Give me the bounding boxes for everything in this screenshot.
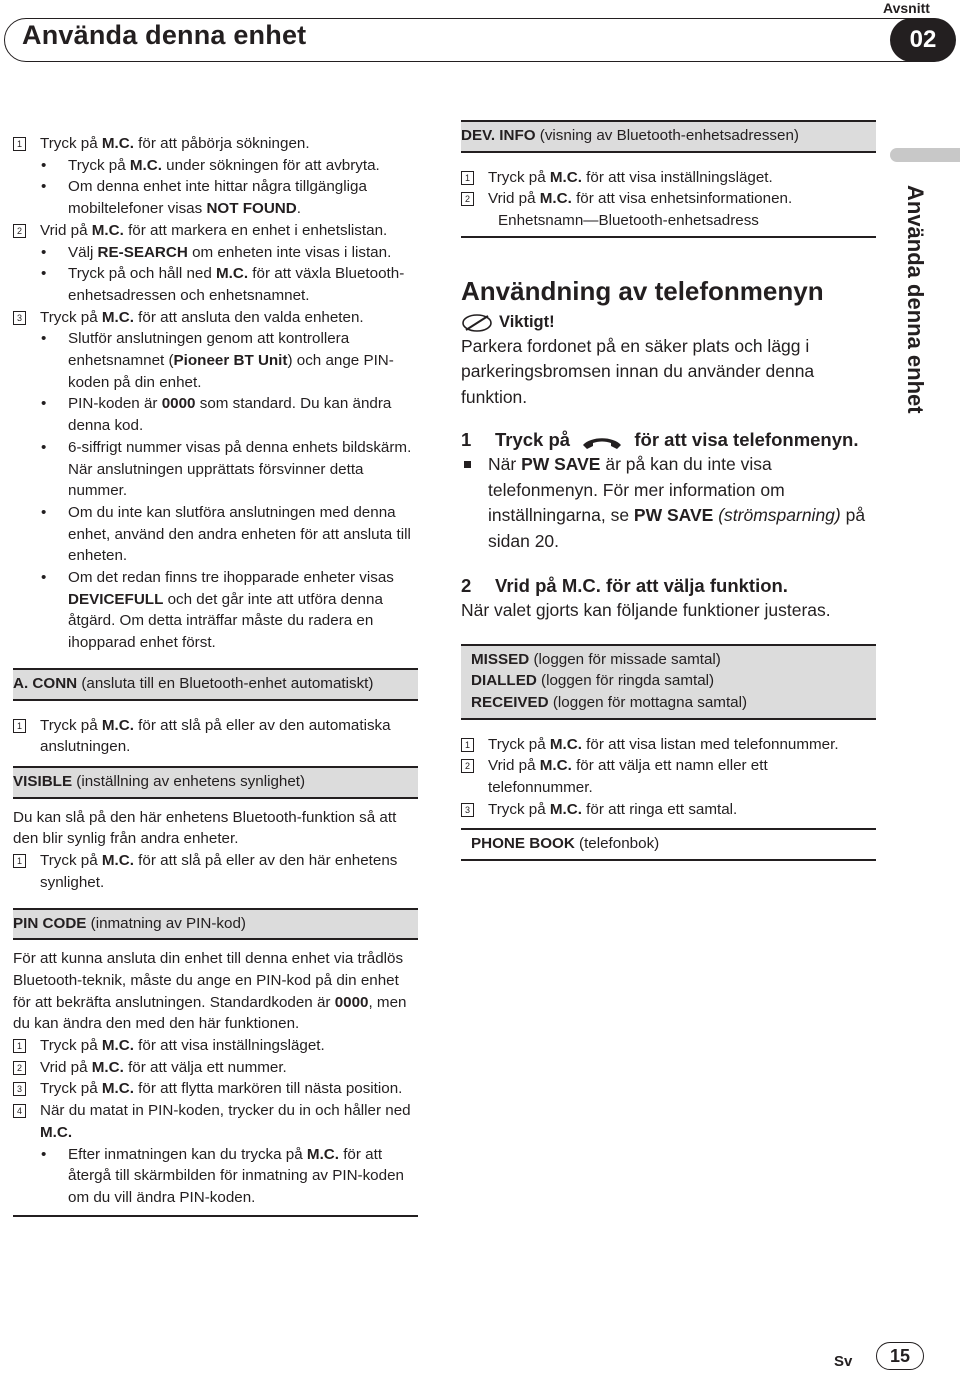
bold-text: PW SAVE (633, 505, 714, 526)
bullet-item: • Om du inte kan slutföra anslutningen med denna enhet, använd den andra enheten för att ansluta till enheten. (13, 502, 418, 567)
text: som standard. Du kan ändra denna kod. (68, 395, 392, 435)
bold-text: M.C. (306, 1145, 339, 1163)
step-number: 3 (13, 311, 26, 325)
paragraph: När valet gjorts kan följande funktioner justeras. (461, 600, 831, 621)
bold-text: PHONE BOOK (471, 835, 575, 853)
text: för att slå på eller av den automatiska anslutningen. (40, 716, 391, 756)
bullet-item (13, 328, 418, 393)
step-item (461, 799, 876, 821)
language-code: Sv (834, 1353, 853, 1370)
text: Tryck på (40, 1080, 102, 1098)
section-title: Användning av telefonmenyn (461, 275, 824, 306)
page-title: Använda denna enhet (22, 20, 307, 50)
text: för att flytta markören till nästa position. (133, 1080, 403, 1098)
bold-text: A. CONN (13, 674, 78, 692)
text: för att visa enhetsinformationen. (571, 190, 793, 208)
text: för att välja ett nummer. (123, 1058, 287, 1076)
bullet-item (13, 155, 418, 177)
text: (visning av Bluetooth-enhetsadressen) (535, 127, 799, 144)
step-item (13, 715, 418, 758)
step-item (461, 167, 876, 189)
bold-text: RECEIVED (471, 693, 549, 711)
header-line (471, 649, 876, 671)
bold-text: DIALLED (471, 672, 537, 690)
step-number: 2 (461, 575, 472, 597)
bold-text: DEV. INFO (461, 127, 536, 144)
section-header-logs (461, 644, 876, 720)
important-label: Viktigt! (499, 312, 555, 331)
bullet-item (13, 263, 418, 306)
text: för att visa inställningsläget. (133, 1037, 325, 1055)
text: Vrid på (488, 757, 540, 775)
section-header-visible (13, 766, 418, 799)
text: Om det redan finns tre ihopparade enheter visas (68, 569, 394, 587)
important-callout (461, 312, 876, 334)
important-text: Parkera fordonet på en säker plats och lägg i parkeringsbromsen innan du använder denna funktion. (461, 335, 815, 407)
step-number: 1 (13, 719, 26, 733)
text: för att ansluta den valda enheten. (133, 308, 364, 326)
bold-text: M.C. (539, 757, 572, 775)
text: När (488, 454, 522, 475)
right-column (461, 120, 876, 861)
step-item (461, 188, 876, 210)
step-number: 1 (13, 1039, 26, 1053)
bold-text: PW SAVE (521, 454, 601, 475)
divider (13, 1215, 418, 1217)
text: Tryck på (488, 735, 550, 753)
step-item (461, 734, 876, 756)
text: för att återgå till skärmbilden för inmatning av PIN-koden om du vill ändra PIN-koden. (68, 1145, 404, 1206)
text: Välj (68, 243, 98, 261)
text: (loggen för missade samtal) (529, 650, 721, 668)
step-number: 1 (13, 137, 26, 151)
text: för att växla Bluetooth-enhetsadressen och enhetsnamnet. (68, 265, 405, 304)
important-icon (461, 313, 493, 333)
text: Vrid på (488, 190, 540, 208)
step-item (13, 1057, 418, 1079)
section-number-badge: 02 (890, 18, 956, 62)
step-item (13, 220, 418, 242)
text: för att visa inställningsläget. (581, 168, 773, 186)
step-number: 4 (13, 1104, 26, 1118)
text: Efter inmatningen kan du trycka på (68, 1145, 307, 1163)
bold-text: M.C. (101, 308, 134, 326)
bold-text: M.C. (539, 190, 572, 208)
indented-text: Enhetsnamn—Bluetooth-enhetsadress (498, 212, 759, 230)
step-number: 3 (461, 803, 474, 817)
bullet-item (13, 393, 418, 436)
bold-text: 0000 (161, 395, 196, 413)
text: (inställning av enhetens synlighet) (72, 772, 306, 790)
text: (ansluta till en Bluetooth-enhet automatiskt) (77, 674, 374, 692)
text: för att visa listan med telefonnummer. (581, 735, 839, 753)
text: på sidan 20. (488, 505, 866, 551)
text: För att kunna ansluta din enhet till denna enhet via trådlös Bluetooth-teknik, måste du ange en PIN-kod på din enhet för att bekräfta anslutningen. Standardkoden är (13, 950, 404, 1011)
bold-text: M.C. (549, 168, 582, 186)
text: När du matat in PIN-koden, trycker du in och håller ned (40, 1102, 411, 1120)
bold-text: M.C. (549, 800, 582, 818)
text: för att visa telefonmenyn. (629, 429, 859, 451)
bold-text: 0000 (334, 993, 369, 1011)
step-number: 2 (461, 192, 474, 206)
step-item (13, 850, 418, 893)
text: Vrid på (40, 1058, 92, 1076)
step-item (461, 755, 876, 798)
text: Vrid på M.C. för att välja funktion. (495, 575, 788, 597)
bold-text: RE-SEARCH (97, 243, 188, 261)
side-tab-title: Använda denna enhet (903, 185, 928, 414)
text: om enheten inte visas i listan. (187, 243, 392, 261)
text: Tryck på (488, 800, 550, 818)
section-label: Avsnitt (883, 0, 930, 16)
text: . (296, 200, 301, 218)
text: Tryck på (40, 135, 102, 152)
bold-text: M.C. (216, 265, 249, 283)
header-line (471, 692, 876, 714)
phone-icon (579, 433, 625, 449)
bold-text: PIN CODE (13, 914, 87, 932)
section-header-aconn (13, 668, 418, 701)
bold-text: VISIBLE (13, 772, 73, 790)
text: och det går inte att utföra denna åtgärd. Om detta inträffar måste du radera en ihopparad enhet först. (68, 590, 383, 652)
header-line (471, 670, 876, 692)
bold-text: M.C. (91, 1058, 124, 1076)
text: Tryck på (488, 168, 550, 186)
text: Tryck på (68, 156, 130, 174)
text: (inmatning av PIN-kod) (86, 914, 246, 932)
bold-text: NOT FOUND (206, 200, 297, 218)
bold-text: Pioneer BT Unit (173, 352, 288, 370)
side-tab-marker (890, 148, 960, 162)
step-number: 1 (461, 738, 474, 752)
paragraph: Du kan slå på den här enhetens Bluetooth-funktion så att den blir synlig från andra enheter. (13, 808, 397, 848)
text: Tryck på (40, 716, 102, 734)
step-number: 1 (13, 854, 26, 868)
step-heading (461, 574, 876, 598)
bold-text: M.C. (101, 135, 134, 152)
bullet-item: • 6-siffrigt nummer visas på denna enhets bildskärm. När anslutningen upprättats försvinner detta nummer. (13, 437, 418, 502)
bold-text: M.C. (101, 852, 134, 870)
bold-text: M.C. (101, 716, 134, 734)
step-number: 1 (461, 429, 472, 451)
step-number: 2 (13, 1061, 26, 1075)
text: PIN-koden är (68, 395, 162, 413)
step-heading (461, 428, 876, 452)
text: Slutför anslutningen genom att kontrollera enhetsnamnet ( (68, 330, 350, 370)
text: (loggen för mottagna samtal) (548, 693, 748, 711)
bold-text: M.C. (129, 156, 162, 174)
note-item (461, 452, 876, 554)
step-item (13, 1035, 418, 1057)
step-item (13, 1100, 418, 1143)
bold-text: DEVICEFULL (68, 590, 164, 608)
step-item (13, 133, 418, 155)
section-header-phonebook (461, 828, 876, 861)
paragraph (13, 948, 418, 1035)
text: (telefonbok) (574, 835, 660, 853)
text: för att slå på eller av den här enhetens synlighet. (40, 852, 398, 891)
text: Vrid på (40, 221, 92, 239)
text: för att ringa ett samtal. (581, 800, 738, 818)
step-number: 2 (13, 224, 26, 238)
step-item (13, 307, 418, 329)
text: Tryck på (495, 429, 576, 451)
step-number: 1 (461, 171, 474, 185)
bullet-item (13, 1144, 418, 1209)
bold-text: M.C. (40, 1123, 73, 1141)
step-number: 3 (13, 1082, 26, 1096)
text: för att välja ett namn eller ett telefonnummer. (488, 757, 768, 797)
text: för att påbörja sökningen. (133, 135, 310, 152)
bold-text: M.C. (91, 221, 124, 239)
text: under sökningen för att avbryta. (161, 156, 380, 174)
left-column (13, 133, 418, 1217)
text: Tryck på (40, 308, 102, 326)
italic-text: (strömsparning) (713, 505, 841, 526)
text: för att markera en enhet i enhetslistan. (123, 221, 388, 239)
bold-text: M.C. (101, 1080, 134, 1098)
section-header-dev-info (461, 120, 876, 153)
bullet-item (13, 567, 418, 654)
text: Om denna enhet inte hittar några tillgängliga mobiltelefoner visas (68, 178, 367, 218)
bold-text: M.C. (101, 1037, 134, 1055)
text: ) och ange PIN-koden på din enhet. (68, 352, 394, 391)
bullet-item (13, 176, 418, 219)
bold-text: MISSED (471, 650, 530, 668)
section-header-pin (13, 908, 418, 941)
step-number: 2 (461, 759, 474, 773)
text: Tryck på (40, 1037, 102, 1055)
step-item (13, 1078, 418, 1100)
text: är på kan du inte visa telefonmenyn. För mer information om inställningarna, se (488, 454, 785, 526)
text: (loggen för ringda samtal) (536, 672, 715, 690)
bold-text: M.C. (549, 735, 582, 753)
text: Tryck på och håll ned (68, 265, 217, 283)
page-number: 15 (876, 1342, 924, 1370)
text: Tryck på (40, 852, 102, 870)
text: , men du kan ändra den med den här funktionen. (13, 993, 407, 1033)
bullet-item (13, 242, 418, 264)
